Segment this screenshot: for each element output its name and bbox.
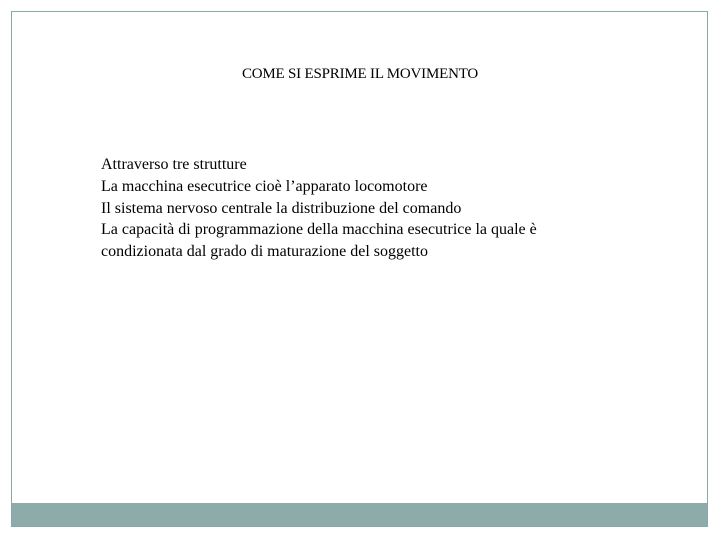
slide-body (101, 154, 661, 263)
body-line: La macchina esecutrice cioè l’apparato locomotore (101, 177, 428, 195)
body-line: condizionata dal grado di maturazione del soggetto (101, 243, 428, 261)
body-line: La capacità di programmazione della macchina esecutrice la quale è (101, 221, 537, 239)
slide-title: COME SI ESPRIME IL MOVIMENTO (241, 66, 479, 82)
body-line: Il sistema nervoso centrale la distribuzione del comando (101, 199, 462, 217)
slide-frame (11, 11, 708, 527)
footer-bar (12, 503, 707, 526)
body-line: Attraverso tre strutture (101, 156, 247, 173)
